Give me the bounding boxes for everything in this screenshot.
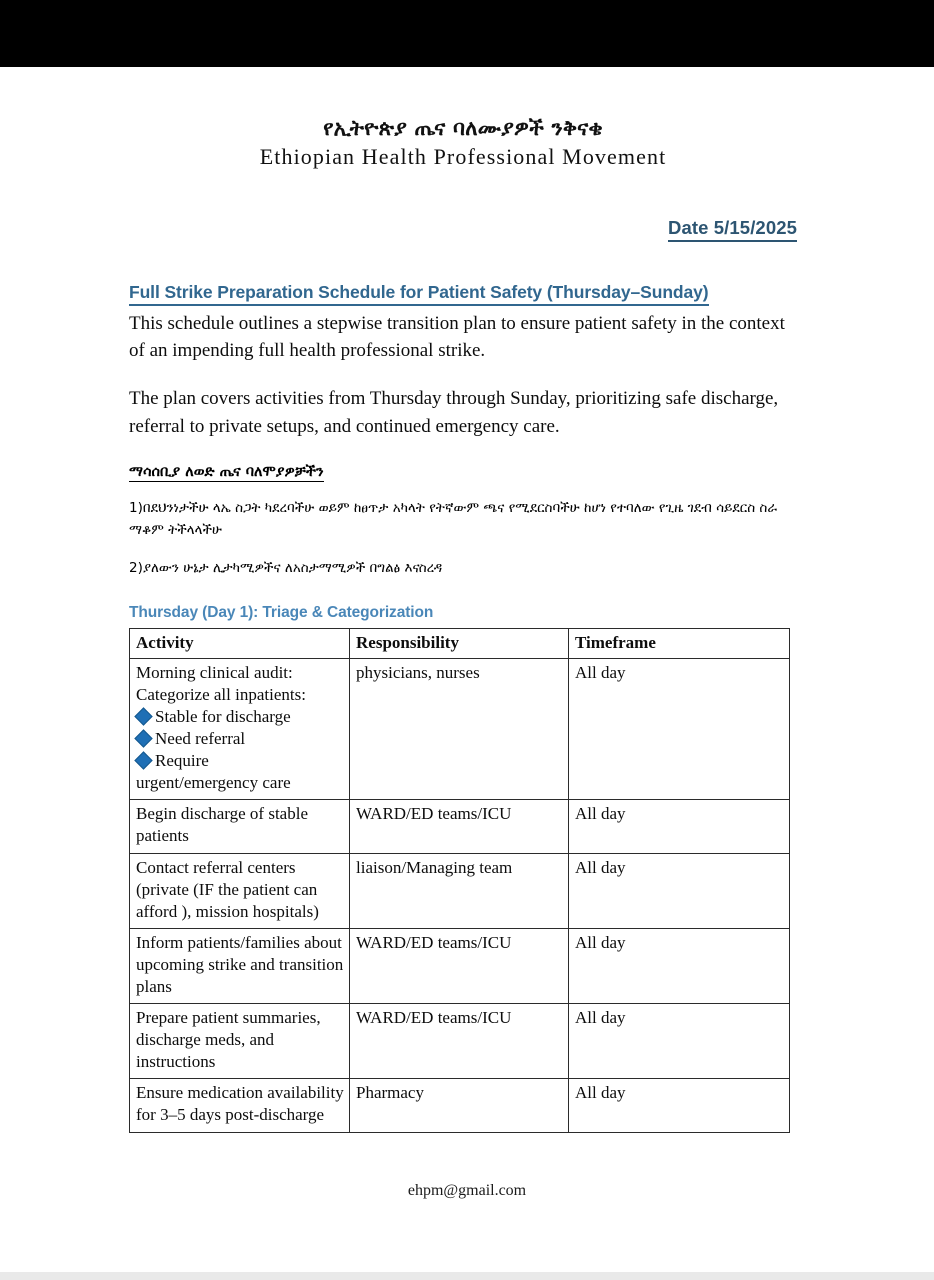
- cell-responsibility: Pharmacy: [350, 1079, 569, 1132]
- cell-activity: Contact referral centers (private (IF the patient can afford ), mission hospitals): [130, 853, 350, 928]
- organization-name-amharic: የኢትዮጵያ ጤና ባለሙያዎች ንቅናቄ: [323, 116, 603, 140]
- table-row: [130, 853, 790, 928]
- cell-activity: Begin discharge of stable patients: [130, 800, 350, 853]
- cell-timeframe: All day: [569, 853, 790, 928]
- organization-name-english: Ethiopian Health Professional Movement: [259, 144, 667, 170]
- document-content: [129, 67, 797, 1133]
- table-row: [130, 658, 790, 800]
- activity-bullet: [136, 728, 344, 750]
- letterbox-top-bar: [0, 0, 934, 67]
- masthead: [129, 115, 797, 172]
- table-row: [130, 800, 790, 853]
- document-date: Date 5/15/2025: [668, 217, 797, 242]
- cell-timeframe: All day: [569, 1004, 790, 1079]
- amharic-notice-heading: ማሳሰቢያ ለወድ ጤና ባለሞያዎቻችን: [129, 464, 324, 481]
- document-page: [0, 67, 934, 1272]
- table-row: [130, 1079, 790, 1132]
- cell-activity: [130, 658, 350, 800]
- cell-responsibility: WARD/ED teams/ICU: [350, 1004, 569, 1079]
- activity-bullet: [136, 706, 344, 728]
- cell-responsibility: WARD/ED teams/ICU: [350, 800, 569, 853]
- table-header-row: [130, 628, 790, 658]
- letterbox-bottom-bar: [0, 1272, 934, 1280]
- column-header-timeframe: Timeframe: [569, 628, 790, 658]
- amharic-notice-item-2: 2)ያለውን ሁኔታ ሊታካሚዎችና ለአስታማሚዎች በግልፅ እናስረዳ: [129, 559, 443, 576]
- column-header-activity: Activity: [130, 628, 350, 658]
- day-section-heading: Thursday (Day 1): Triage & Categorization: [129, 603, 434, 621]
- cell-responsibility: WARD/ED teams/ICU: [350, 928, 569, 1003]
- cell-responsibility: physicians, nurses: [350, 658, 569, 800]
- cell-activity: Prepare patient summaries, discharge meds, and instructions: [130, 1004, 350, 1079]
- diamond-bullet-icon: [134, 751, 152, 769]
- diamond-bullet-icon: [134, 729, 152, 747]
- cell-activity: Ensure medication availability for 3–5 days post-discharge: [130, 1079, 350, 1132]
- activity-bullet-label: Stable for discharge: [155, 706, 291, 726]
- table-row: [130, 928, 790, 1003]
- footer: [0, 1182, 934, 1200]
- document-title-wrap: [129, 282, 797, 306]
- activity-bullet-label: Need referral: [155, 729, 246, 749]
- activity-line: Categorize all inpatients:: [136, 684, 306, 704]
- cell-timeframe: All day: [569, 928, 790, 1003]
- table-row: [130, 1004, 790, 1079]
- cell-timeframe: All day: [569, 800, 790, 853]
- schedule-table: [129, 628, 790, 1133]
- cell-responsibility: liaison/Managing team: [350, 853, 569, 928]
- activity-line: Morning clinical audit:: [136, 662, 293, 682]
- activity-bullet-label: Require: [155, 751, 209, 771]
- contact-email: ehpm@gmail.com: [407, 1182, 527, 1199]
- diamond-bullet-icon: [134, 707, 152, 725]
- activity-bullet: [136, 750, 344, 772]
- intro-paragraph-2: The plan covers activities from Thursday through Sunday, prioritizing safe discharge, referral to private setups, and continued emergency care.: [129, 388, 779, 437]
- amharic-notice-item-1: 1)በደህንነታችሁ ላኤ ስጋት ካደረባችሁ ወይም ከፀጥታ አካላት የትኛውም ጫና የሚደርስባችሁ ከሆነ የተባለው የጊዜ ገደብ ሳይደርስ ስራ ማቆም ትችላላችሁ: [129, 500, 778, 538]
- activity-composite: [136, 662, 344, 795]
- intro-paragraph-1: This schedule outlines a stepwise transition plan to ensure patient safety in the context of an impending full health professional strike.: [129, 312, 785, 362]
- activity-bullet-continuation: urgent/emergency care: [136, 773, 291, 793]
- cell-timeframe: All day: [569, 1079, 790, 1132]
- page-title: Full Strike Preparation Schedule for Patient Safety (Thursday–Sunday): [129, 282, 709, 306]
- cell-activity: Inform patients/families about upcoming strike and transition plans: [130, 928, 350, 1003]
- cell-timeframe: All day: [569, 658, 790, 800]
- date-line: [129, 217, 797, 242]
- column-header-responsibility: Responsibility: [350, 628, 569, 658]
